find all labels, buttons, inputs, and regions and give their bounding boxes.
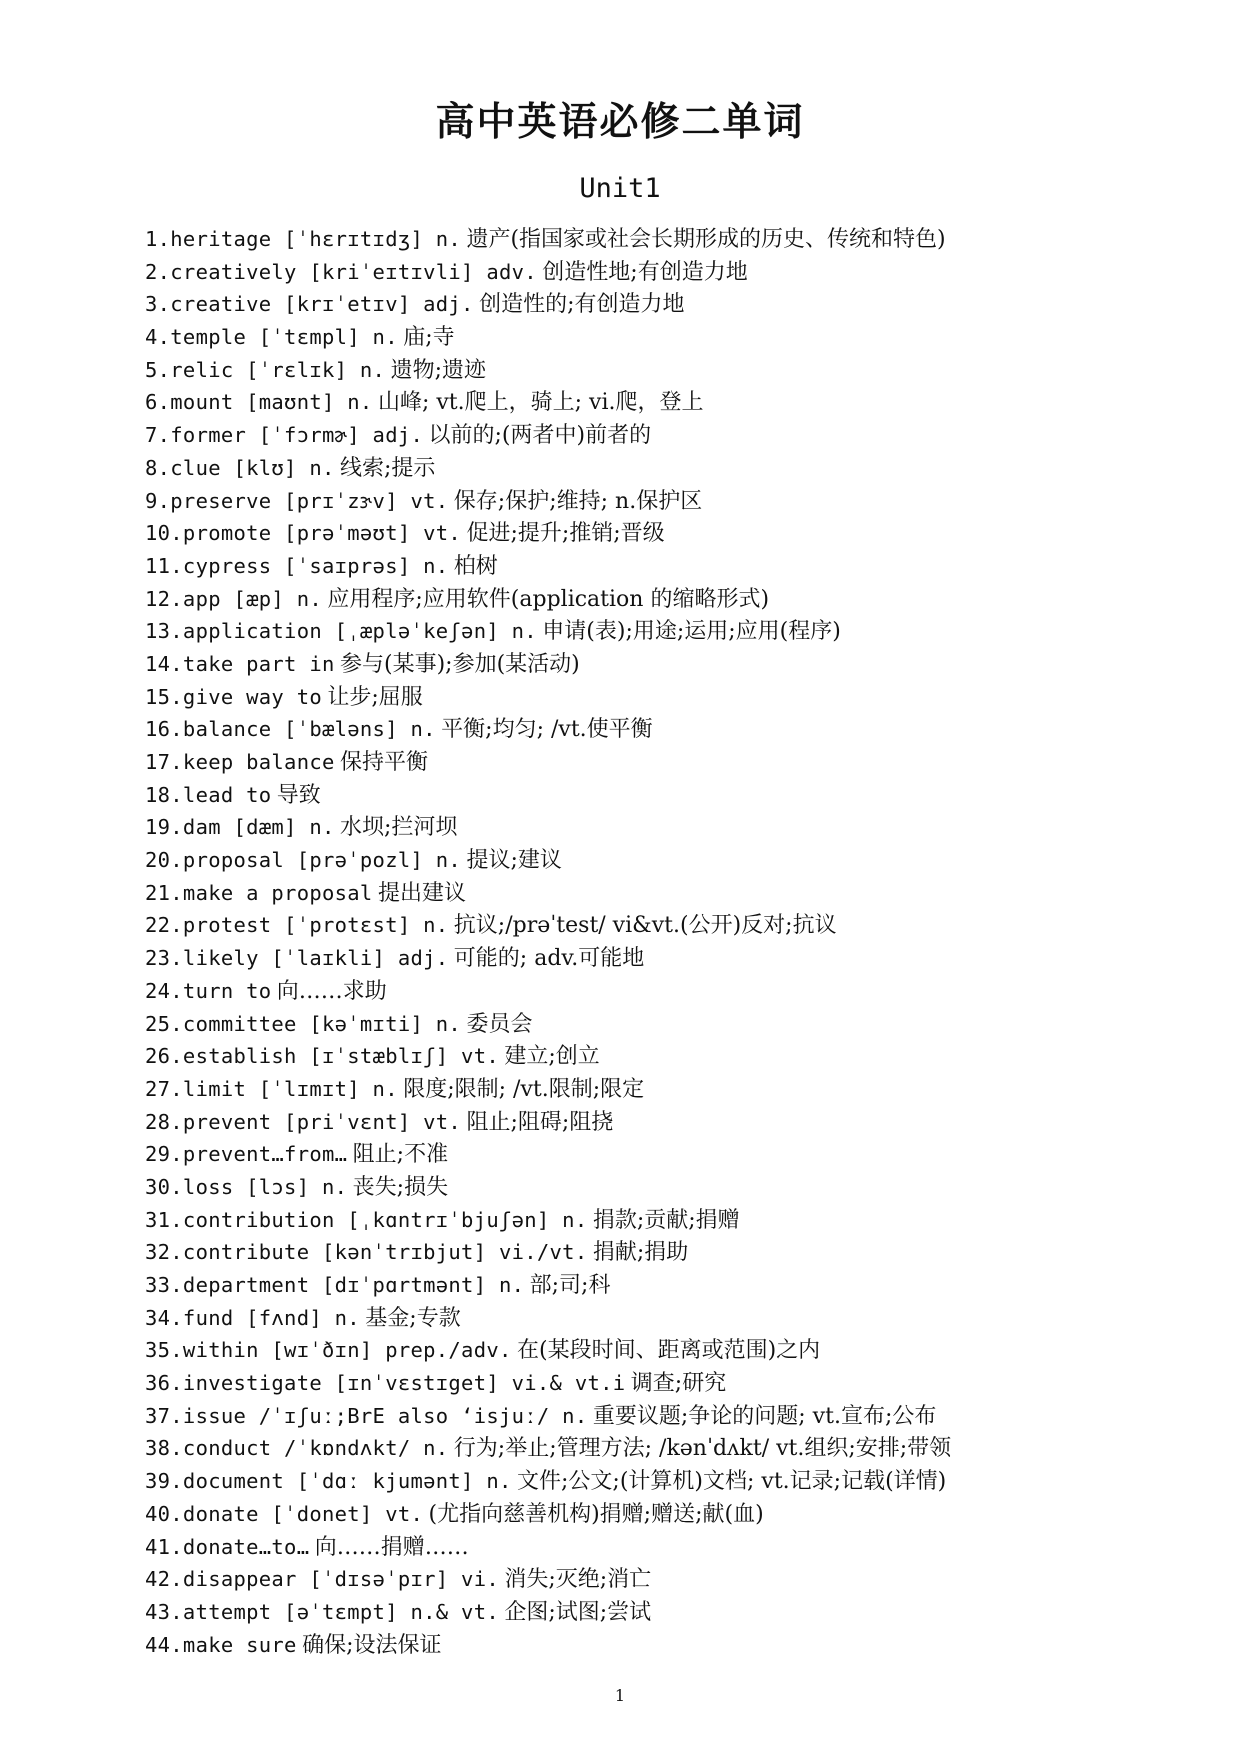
entry-chinese: 建立;创立 <box>504 1044 600 1070</box>
entry-chinese: 基金;专款 <box>365 1305 461 1331</box>
entry-english: 44.make sure <box>145 1632 297 1657</box>
list-item <box>145 648 1145 681</box>
unit-heading: Unit1 <box>579 173 661 204</box>
list-item <box>145 779 1145 812</box>
entry-chinese: 申请(表);用途;运用;应用(程序) <box>542 619 841 645</box>
entry-chinese: 向……求助 <box>276 978 387 1004</box>
entry-english: 30.loss [lɔs] n. <box>145 1174 348 1199</box>
vocabulary-list <box>145 223 1145 1661</box>
entry-chinese: 参与(某事);参加(某活动) <box>340 651 580 677</box>
list-item <box>145 615 1145 648</box>
entry-chinese: 抗议;/prəˈtest/ vi&vt.(公开)反对;抗议 <box>453 913 837 939</box>
entry-chinese: 促进;提升;推销;晋级 <box>466 521 665 547</box>
entry-chinese: 确保;设法保证 <box>302 1632 442 1658</box>
entry-english: 12.app [æp] n. <box>145 586 322 611</box>
entry-english: 43.attempt [əˈtɛmpt] n.& vt. <box>145 1599 499 1624</box>
list-item <box>145 288 1145 321</box>
entry-chinese: 委员会 <box>466 1011 533 1037</box>
list-item <box>145 1400 1145 1433</box>
list-item <box>145 1596 1145 1629</box>
entry-english: 38.conduct /ˈkɒndʌkt/ n. <box>145 1436 449 1461</box>
entry-english: 31.contribution [ˌkɑntrɪˈbjuʃən] n. <box>145 1207 588 1232</box>
list-item <box>145 485 1145 518</box>
list-item <box>145 1106 1145 1139</box>
entry-english: 7.former [ˈfɔrmɚ] adj. <box>145 423 424 448</box>
entry-chinese: 行为;举止;管理方法; /kənˈdʌkt/ vt.组织;安排;带领 <box>453 1436 952 1462</box>
entry-english: 15.give way to <box>145 684 322 709</box>
list-item <box>145 942 1145 975</box>
entry-chinese: 调查;研究 <box>630 1371 727 1397</box>
entry-chinese: 阻止;阻碍;阻挠 <box>466 1109 614 1135</box>
entry-english: 25.committee [kəˈmɪti] n. <box>145 1011 462 1036</box>
entry-english: 16.balance [ˈbæləns] n. <box>145 717 436 742</box>
entry-english: 34.fund [fʌnd] n. <box>145 1305 360 1330</box>
entry-chinese: 导致 <box>276 782 321 808</box>
entry-chinese: 应用程序;应用软件(application 的缩略形式) <box>327 586 770 612</box>
list-item <box>145 517 1145 550</box>
entry-english: 32.contribute [kənˈtrɪbjut] vi./vt. <box>145 1240 588 1265</box>
list-item <box>145 1204 1145 1237</box>
entry-english: 36.investigate [ɪnˈvɛstɪget] vi.& vt.i <box>145 1371 626 1396</box>
entry-english: 2.creatively [kriˈeɪtɪvli] adv. <box>145 259 537 284</box>
entry-english: 22.protest [ˈprotɛst] n. <box>145 913 449 938</box>
list-item <box>145 1334 1145 1367</box>
entry-chinese: 平衡;均匀; /vt.使平衡 <box>441 717 653 743</box>
entry-chinese: 提议;建议 <box>466 848 562 874</box>
list-item <box>145 1008 1145 1041</box>
list-item <box>145 452 1145 485</box>
list-item <box>145 681 1145 714</box>
entry-chinese: 保持平衡 <box>340 750 429 775</box>
entry-english: 18.lead to <box>145 782 272 807</box>
entry-chinese: 庙;寺 <box>403 325 455 351</box>
entry-english: 19.dam [dæm] n. <box>145 815 335 840</box>
entry-chinese: 创造性的;有创造力地 <box>479 292 685 318</box>
list-item <box>145 975 1145 1008</box>
entry-english: 9.preserve [prɪˈzɝv] vt. <box>145 488 449 513</box>
entry-english: 14.take part in <box>145 651 335 676</box>
list-item <box>145 1498 1145 1531</box>
document-title: 高中英语必修二单词 <box>435 100 805 145</box>
entry-english: 35.within [wɪˈðɪn] prep./adv. <box>145 1338 512 1363</box>
entry-chinese: 以前的;(两者中)前者的 <box>428 423 652 449</box>
list-item <box>145 1073 1145 1106</box>
entry-chinese: 文件;公文;(计算机)文档; vt.记录;记载(详情) <box>517 1469 947 1495</box>
entry-chinese: 部;司;科 <box>529 1273 611 1298</box>
entry-chinese: 阻止;不准 <box>352 1142 449 1168</box>
entry-english: 10.promote [prəˈməʊt] vt. <box>145 521 462 546</box>
entry-chinese: 捐献;捐助 <box>592 1240 689 1266</box>
list-item <box>145 1465 1145 1498</box>
entry-chinese: 消失;灭绝;消亡 <box>504 1567 652 1593</box>
entry-english: 3.creative [krɪˈetɪv] adj. <box>145 292 474 317</box>
list-item <box>145 1171 1145 1204</box>
entry-english: 28.prevent [priˈvɛnt] vt. <box>145 1109 462 1134</box>
list-item <box>145 746 1145 779</box>
entry-chinese: 线索;提示 <box>340 455 436 481</box>
page-number: 1 <box>614 1686 626 1705</box>
list-item <box>145 223 1145 256</box>
entry-english: 33.department [dɪˈpɑrtmənt] n. <box>145 1273 525 1297</box>
entry-english: 27.limit [ˈlɪmɪt] n. <box>145 1076 398 1101</box>
entry-english: 42.disappear [ˈdɪsəˈpɪr] vi. <box>145 1567 499 1592</box>
entry-chinese: 柏树 <box>453 553 498 579</box>
list-item <box>145 1629 1145 1662</box>
list-item <box>145 386 1145 419</box>
entry-english: 21.make a proposal <box>145 880 373 905</box>
list-item <box>145 354 1145 387</box>
entry-chinese: 在(某段时间、距离或范围)之内 <box>517 1338 821 1364</box>
list-item <box>145 811 1145 844</box>
entry-chinese: 企图;试图;尝试 <box>504 1599 652 1625</box>
entry-english: 41.donate…to… <box>145 1534 310 1559</box>
entry-english: 8.clue [klʊ] n. <box>145 455 335 480</box>
entry-chinese: 让步;屈服 <box>327 684 423 710</box>
list-item <box>145 1563 1145 1596</box>
entry-english: 24.turn to <box>145 978 272 1003</box>
entry-english: 39.document [ˈdɑː kjumənt] n. <box>145 1469 512 1494</box>
list-item <box>145 419 1145 452</box>
entry-english: 4.temple [ˈtɛmpl] n. <box>145 325 398 350</box>
entry-chinese: 遗物;遗迹 <box>390 357 486 383</box>
list-item <box>145 909 1145 942</box>
entry-english: 11.cypress [ˈsaɪprəs] n. <box>145 553 449 578</box>
entry-chinese: 丧失;损失 <box>352 1174 449 1200</box>
list-item <box>145 1236 1145 1269</box>
list-item <box>145 1302 1145 1335</box>
entry-chinese: 限度;限制; /vt.限制;限定 <box>403 1076 645 1102</box>
list-item <box>145 321 1145 354</box>
entry-english: 13.application [ˌæpləˈkeʃən] n. <box>145 619 537 644</box>
entry-english: 23.likely [ˈlaɪkli] adj. <box>145 946 449 971</box>
list-item <box>145 1269 1145 1302</box>
list-item <box>145 1531 1145 1564</box>
list-item <box>145 550 1145 583</box>
list-item <box>145 877 1145 910</box>
entry-chinese: 遗产(指国家或社会长期形成的历史、传统和特色) <box>466 227 946 252</box>
list-item <box>145 1432 1145 1465</box>
list-item <box>145 583 1145 616</box>
entry-english: 6.mount [maʊnt] n. <box>145 390 373 415</box>
entry-chinese: 保存;保护;维持; n.保护区 <box>453 488 703 514</box>
entry-english: 29.prevent…from… <box>145 1142 348 1167</box>
list-item <box>145 1138 1145 1171</box>
entry-english: 26.establish [ɪˈstæblɪʃ] vt. <box>145 1044 499 1069</box>
list-item <box>145 1367 1145 1400</box>
list-item <box>145 256 1145 289</box>
entry-english: 5.relic [ˈrɛlɪk] n. <box>145 357 386 382</box>
entry-english: 37.issue /ˈɪʃuː;BrE also ‘isjuː/ n. <box>145 1403 588 1428</box>
entry-english: 40.donate [ˈdonet] vt. <box>145 1501 424 1526</box>
entry-english: 20.proposal [prəˈpozl] n. <box>145 848 462 873</box>
list-item <box>145 1040 1145 1073</box>
entry-chinese: (尤指向慈善机构)捐赠;赠送;献(血) <box>428 1501 764 1527</box>
entry-chinese: 提出建议 <box>377 880 466 906</box>
entry-chinese: 向……捐赠…… <box>314 1534 469 1560</box>
list-item <box>145 713 1145 746</box>
entry-english: 17.keep balance <box>145 750 335 774</box>
list-item <box>145 844 1145 877</box>
entry-english: 1.heritage [ˈhɛrɪtɪdʒ] n. <box>145 227 462 251</box>
entry-chinese: 创造性地;有创造力地 <box>542 259 748 285</box>
entry-chinese: 山峰; vt.爬上，骑上; vi.爬，登上 <box>377 390 704 416</box>
entry-chinese: 捐款;贡献;捐赠 <box>592 1207 740 1233</box>
entry-chinese: 可能的; adv.可能地 <box>453 946 645 972</box>
entry-chinese: 水坝;拦河坝 <box>340 815 458 841</box>
entry-chinese: 重要议题;争论的问题; vt.宣布;公布 <box>592 1403 937 1429</box>
